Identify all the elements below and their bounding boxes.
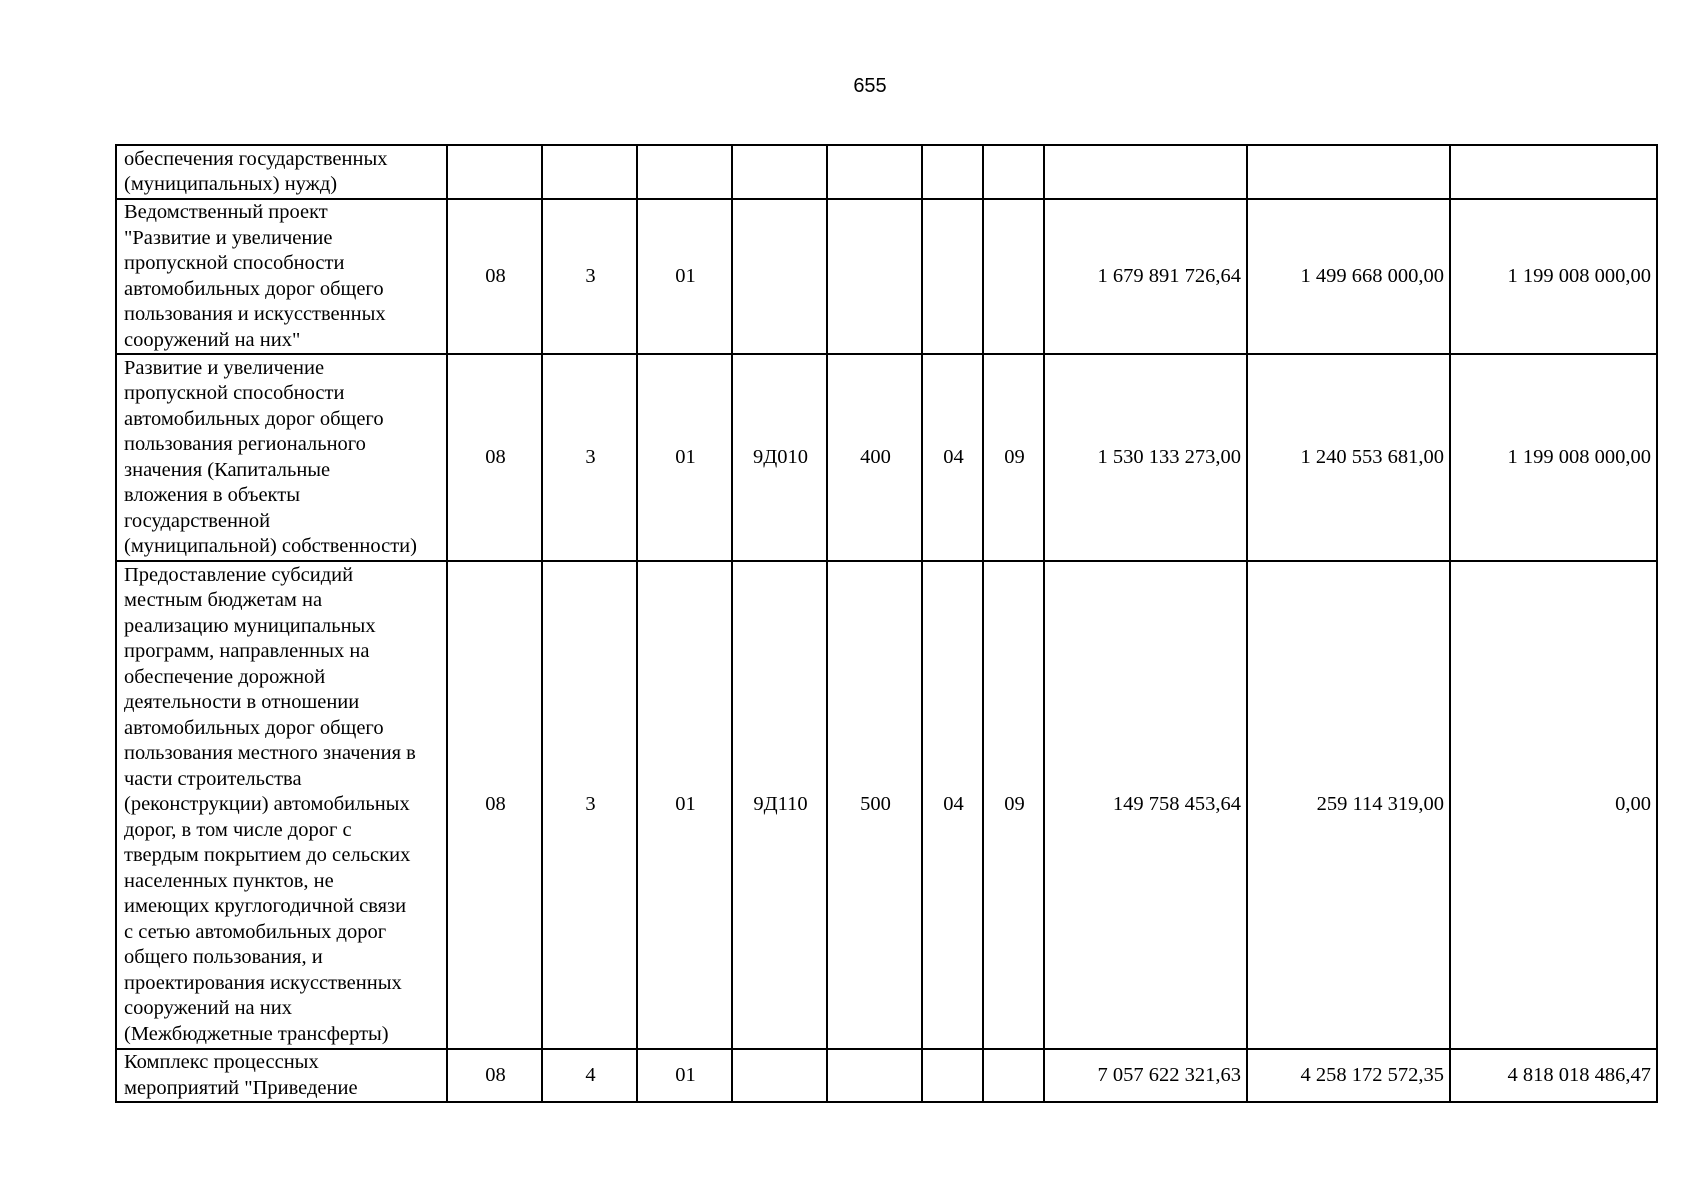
event-code-cell: 01 [637, 354, 732, 561]
subprogram-code-cell: 3 [542, 199, 637, 354]
program-code-cell: 08 [447, 354, 542, 561]
program-code-cell: 08 [447, 561, 542, 1049]
amount-year-3-cell: 4 818 018 486,47 [1450, 1049, 1657, 1102]
expense-type-cell [827, 145, 922, 199]
table-row [116, 199, 1657, 354]
amount-year-2-cell [1247, 145, 1450, 199]
subprogram-code-cell: 4 [542, 1049, 637, 1102]
table-row [116, 145, 1657, 199]
row-name-cell: Развитие и увеличение пропускной способности автомобильных дорог общего пользования регионального значения (Капитальные вложения в объекты государственной (муниципальной) собственности) [116, 354, 447, 561]
subsection-code-cell [983, 199, 1044, 354]
amount-year-3-cell: 1 199 008 000,00 [1450, 354, 1657, 561]
section-code-cell [922, 1049, 983, 1102]
page-number: 655 [853, 75, 887, 97]
section-code-cell: 04 [922, 354, 983, 561]
table-row [116, 354, 1657, 561]
direction-code-cell: 9Д110 [732, 561, 827, 1049]
direction-code-cell [732, 145, 827, 199]
expense-type-cell: 500 [827, 561, 922, 1049]
amount-year-2-cell: 259 114 319,00 [1247, 561, 1450, 1049]
event-code-cell [637, 145, 732, 199]
budget-table [115, 144, 1658, 1103]
program-code-cell [447, 145, 542, 199]
direction-code-cell [732, 199, 827, 354]
event-code-cell: 01 [637, 561, 732, 1049]
event-code-cell: 01 [637, 199, 732, 354]
expense-type-cell: 400 [827, 354, 922, 561]
subprogram-code-cell: 3 [542, 561, 637, 1049]
amount-year-2-cell: 1 240 553 681,00 [1247, 354, 1450, 561]
section-code-cell [922, 145, 983, 199]
subsection-code-cell [983, 1049, 1044, 1102]
event-code-cell: 01 [637, 1049, 732, 1102]
row-name-cell: обеспечения государственных (муниципальных) нужд) [116, 145, 447, 199]
amount-year-1-cell [1044, 145, 1247, 199]
table-row [116, 561, 1657, 1049]
expense-type-cell [827, 199, 922, 354]
amount-year-3-cell: 1 199 008 000,00 [1450, 199, 1657, 354]
program-code-cell: 08 [447, 199, 542, 354]
amount-year-3-cell: 0,00 [1450, 561, 1657, 1049]
expense-type-cell [827, 1049, 922, 1102]
section-code-cell: 04 [922, 561, 983, 1049]
subprogram-code-cell [542, 145, 637, 199]
amount-year-1-cell: 1 530 133 273,00 [1044, 354, 1247, 561]
amount-year-1-cell: 1 679 891 726,64 [1044, 199, 1247, 354]
direction-code-cell [732, 1049, 827, 1102]
amount-year-3-cell [1450, 145, 1657, 199]
direction-code-cell: 9Д010 [732, 354, 827, 561]
amount-year-2-cell: 1 499 668 000,00 [1247, 199, 1450, 354]
table-row [116, 1049, 1657, 1102]
subsection-code-cell: 09 [983, 354, 1044, 561]
section-code-cell [922, 199, 983, 354]
subsection-code-cell: 09 [983, 561, 1044, 1049]
amount-year-2-cell: 4 258 172 572,35 [1247, 1049, 1450, 1102]
subprogram-code-cell: 3 [542, 354, 637, 561]
row-name-cell: Ведомственный проект "Развитие и увеличение пропускной способности автомобильных дорог общего пользования и искусственных сооружений на них" [116, 199, 447, 354]
subsection-code-cell [983, 145, 1044, 199]
row-name-cell: Предоставление субсидий местным бюджетам на реализацию муниципальных программ, направленных на обеспечение дорожной деятельности в отношении автомобильных дорог общего пользования местного значения в части строительства (реконструкции) автомобильных дорог, в том числе дорог с твердым покрытием до сельских населенных пунктов, не имеющих круглогодичной связи с сетью автомобильных дорог общего пользования, и проектирования искусственных сооружений на них (Межбюджетные трансферты) [116, 561, 447, 1049]
amount-year-1-cell: 149 758 453,64 [1044, 561, 1247, 1049]
row-name-cell: Комплекс процессных мероприятий "Приведение [116, 1049, 447, 1102]
program-code-cell: 08 [447, 1049, 542, 1102]
amount-year-1-cell: 7 057 622 321,63 [1044, 1049, 1247, 1102]
